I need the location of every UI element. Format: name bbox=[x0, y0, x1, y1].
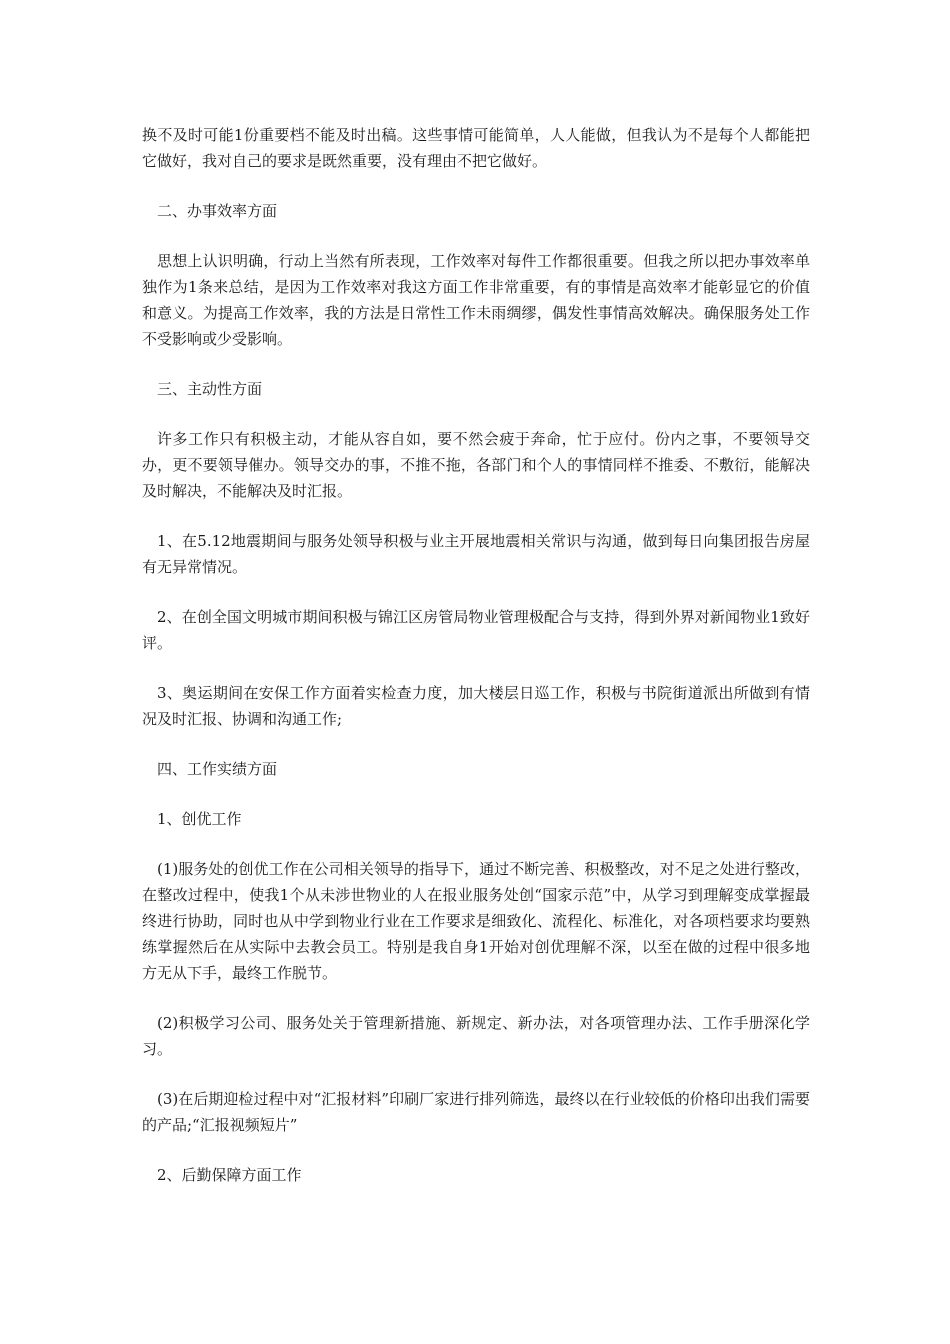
section-heading-initiative: 三、主动性方面 bbox=[157, 380, 263, 398]
paragraph-initiative: 许多工作只有积极主动，才能从容自如，要不然会疲于奔命，忙于应付。份内之事，不要领导交办，更不要领导催办。领导交办的事，不推不拖，各部门和个人的事情同样不推委、不敷衍，能解决及时解决，不能解决及时汇报。 bbox=[142, 430, 810, 500]
subheading-excellence: 1、创优工作 bbox=[157, 810, 242, 828]
paragraph-continuation: 换不及时可能1份重要档不能及时出稿。这些事情可能简单，人人能做，但我认为不是每个人都能把它做好，我对自己的要求是既然重要，没有理由不把它做好。 bbox=[142, 126, 810, 170]
paragraph-excellence-1: (1)服务处的创优工作在公司相关领导的指导下，通过不断完善、积极整改，对不足之处进行整改，在整改过程中，使我1个从未涉世物业的人在报业服务处创“国家示范”中，从学习到理解变成掌握最终进行协助，同时也从中学到物业行业在工作要求是细致化、流程化、标准化，对各项档要求均要熟练掌握然后在从实际中去教会员工。特别是我自身1开始对创优理解不深，以至在做的过程中很多地方无从下手，最终工作脱节。 bbox=[142, 860, 810, 982]
list-item-olympics: 3、奥运期间在安保工作方面着实检查力度，加大楼层日巡工作，积极与书院街道派出所做到有情况及时汇报、协调和沟通工作; bbox=[142, 684, 810, 728]
paragraph-excellence-3: (3)在后期迎检过程中对“汇报材料”印刷厂家进行排列筛选，最终以在行业较低的价格印出我们需要的产品;“汇报视频短片” bbox=[142, 1090, 810, 1134]
section-heading-achievements: 四、工作实绩方面 bbox=[157, 760, 278, 778]
paragraph-efficiency: 思想上认识明确，行动上当然有所表现，工作效率对每件工作都很重要。但我之所以把办事效率单独作为1条来总结，是因为工作效率对我这方面工作非常重要，有的事情是高效率才能彰显它的价值和意义。为提高工作效率，我的方法是日常性工作未雨绸缪，偶发性事情高效解决。确保服务处工作不受影响或少受影响。 bbox=[142, 252, 810, 348]
list-item-civilized-city: 2、在创全国文明城市期间积极与锦江区房管局物业管理极配合与支持，得到外界对新闻物业1致好评。 bbox=[142, 608, 810, 652]
list-item-earthquake: 1、在5.12地震期间与服务处领导积极与业主开展地震相关常识与沟通，做到每日向集团报告房屋有无异常情况。 bbox=[142, 532, 810, 576]
subheading-logistics: 2、后勤保障方面工作 bbox=[157, 1166, 302, 1184]
section-heading-efficiency: 二、办事效率方面 bbox=[157, 202, 278, 220]
document-body bbox=[142, 122, 810, 1212]
paragraph-excellence-2: (2)积极学习公司、服务处关于管理新措施、新规定、新办法，对各项管理办法、工作手册深化学习。 bbox=[142, 1014, 810, 1058]
